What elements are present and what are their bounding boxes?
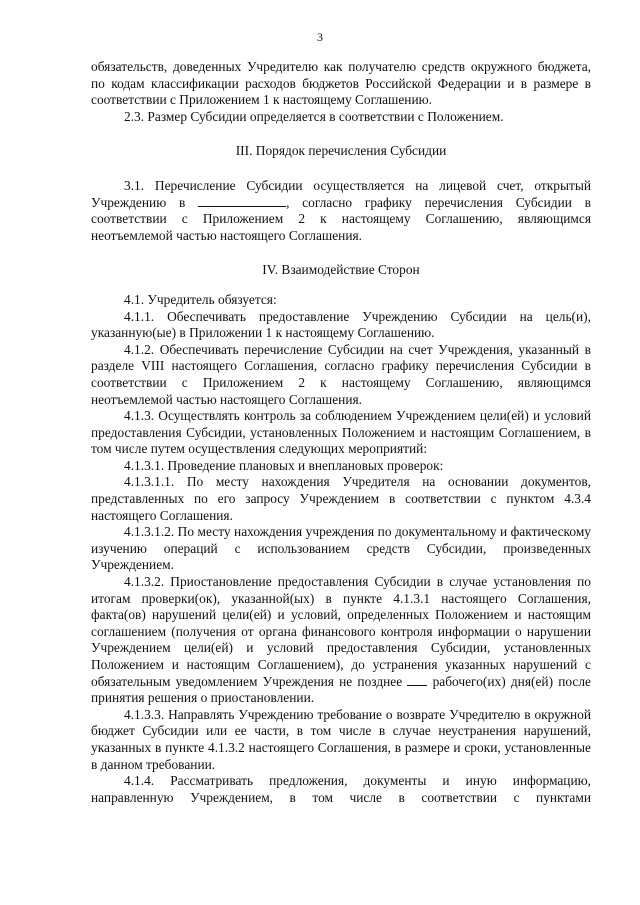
paragraph-4-1-3-2-part-a: 4.1.3.2. Приостановление предоставления Субсидии в случае установления по итогам проверки(ок), указанной(ых) в пункте 4.1.3.1 настоящего Соглашения, факта(ов) нарушений цели(ей) и условий, определенных Положением и настоящим соглашением (получения от органа финансового контроля информации о нарушении Учреждением цели(ей) и условий предоставления Субсидии, установленных Положением и настоящим Соглашением), до устранения указанных нарушений с обязательным уведомлением Учреждения не позднее [91, 574, 591, 689]
paragraph-4-1-3: 4.1.3. Осуществлять контроль за соблюдением Учреждением цели(ей) и условий предоставления Субсидии, установленных Положением и настоящим Соглашением, в том числе путем осуществления следующих мероприятий: [91, 408, 591, 457]
paragraph-continuation: обязательств, доведенных Учредителю как получателю средств окружного бюджета, по кодам классификации расходов бюджетов Российской Федерации и в размере в соответствии с Приложением 1 к настоящему Соглашению. [91, 59, 591, 108]
paragraph-4-1-4: 4.1.4. Рассматривать предложения, документы и иную информацию, направленную Учреждением, в том числе в соответствии с пунктами [91, 773, 591, 805]
paragraph-2-3: 2.3. Размер Субсидии определяется в соответствии с Положением. [124, 108, 504, 124]
paragraph-4-1-3-1-1: 4.1.3.1.1. По месту нахождения Учредителя на основании документов, представленных по его запросу Учреждением в соответствии с пунктом 4.3.4 настоящего Соглашения. [91, 474, 591, 523]
paragraph-4-1-3-1: 4.1.3.1. Проведение плановых и внеплановых проверок: [124, 457, 444, 473]
fill-in-blank-days [407, 674, 427, 686]
fill-in-blank-institution [198, 195, 286, 207]
paragraph-4-1-3-3: 4.1.3.3. Направлять Учреждению требование о возврате Учредителю в окружной бюджет Субсидии или ее части, в том числе в случае неустранения нарушений, указанных в пункте 4.1.3.2 настоящего Соглашения, в размере и сроки, установленные в данном требовании. [91, 706, 591, 772]
section-heading-3: III. Порядок перечисления Субсидии [235, 143, 447, 159]
section-heading-4: IV. Взаимодействие Сторон [262, 262, 420, 278]
paragraph-4-1-3-2-part-b: рабочего(их) дня(ей) после принятия решения о приостановлении. [91, 673, 591, 706]
document-body [91, 59, 591, 806]
paragraph-4-1: 4.1. Учредитель обязуется: [124, 291, 277, 307]
paragraph-4-1-2: 4.1.2. Обеспечивать перечисление Субсидии на счет Учреждения, указанный в разделе VIII настоящего Соглашения, согласно графику перечисления Субсидии в соответствии с Приложением 2 к настоящему Соглашению, являющимся неотъемлемой частью настоящего Соглашения. [91, 341, 591, 407]
paragraph-4-1-1: 4.1.1. Обеспечивать предоставление Учреждению Субсидии на цель(и), указанную(ые) в Приложении 1 к настоящему Соглашению. [91, 308, 591, 341]
paragraph-3-1 [91, 178, 591, 244]
paragraph-4-1-3-2 [91, 574, 591, 707]
page-number: 3 [317, 30, 323, 44]
paragraph-3-1-part-b: , согласно графику перечисления Субсидии в соответствии с Приложением 2 к настоящему Соглашению, являющимся неотъемлемой частью настоящего Соглашения. [91, 194, 591, 243]
paragraph-3-1-part-a: 3.1. Перечисление Субсидии осуществляется на лицевой счет, открытый Учреждению в [91, 177, 591, 210]
paragraph-4-1-3-1-2: 4.1.3.1.2. По месту нахождения учреждения по документальному и фактическому изучению операций с использованием средств Субсидии, произведенных Учреждением. [91, 524, 591, 573]
